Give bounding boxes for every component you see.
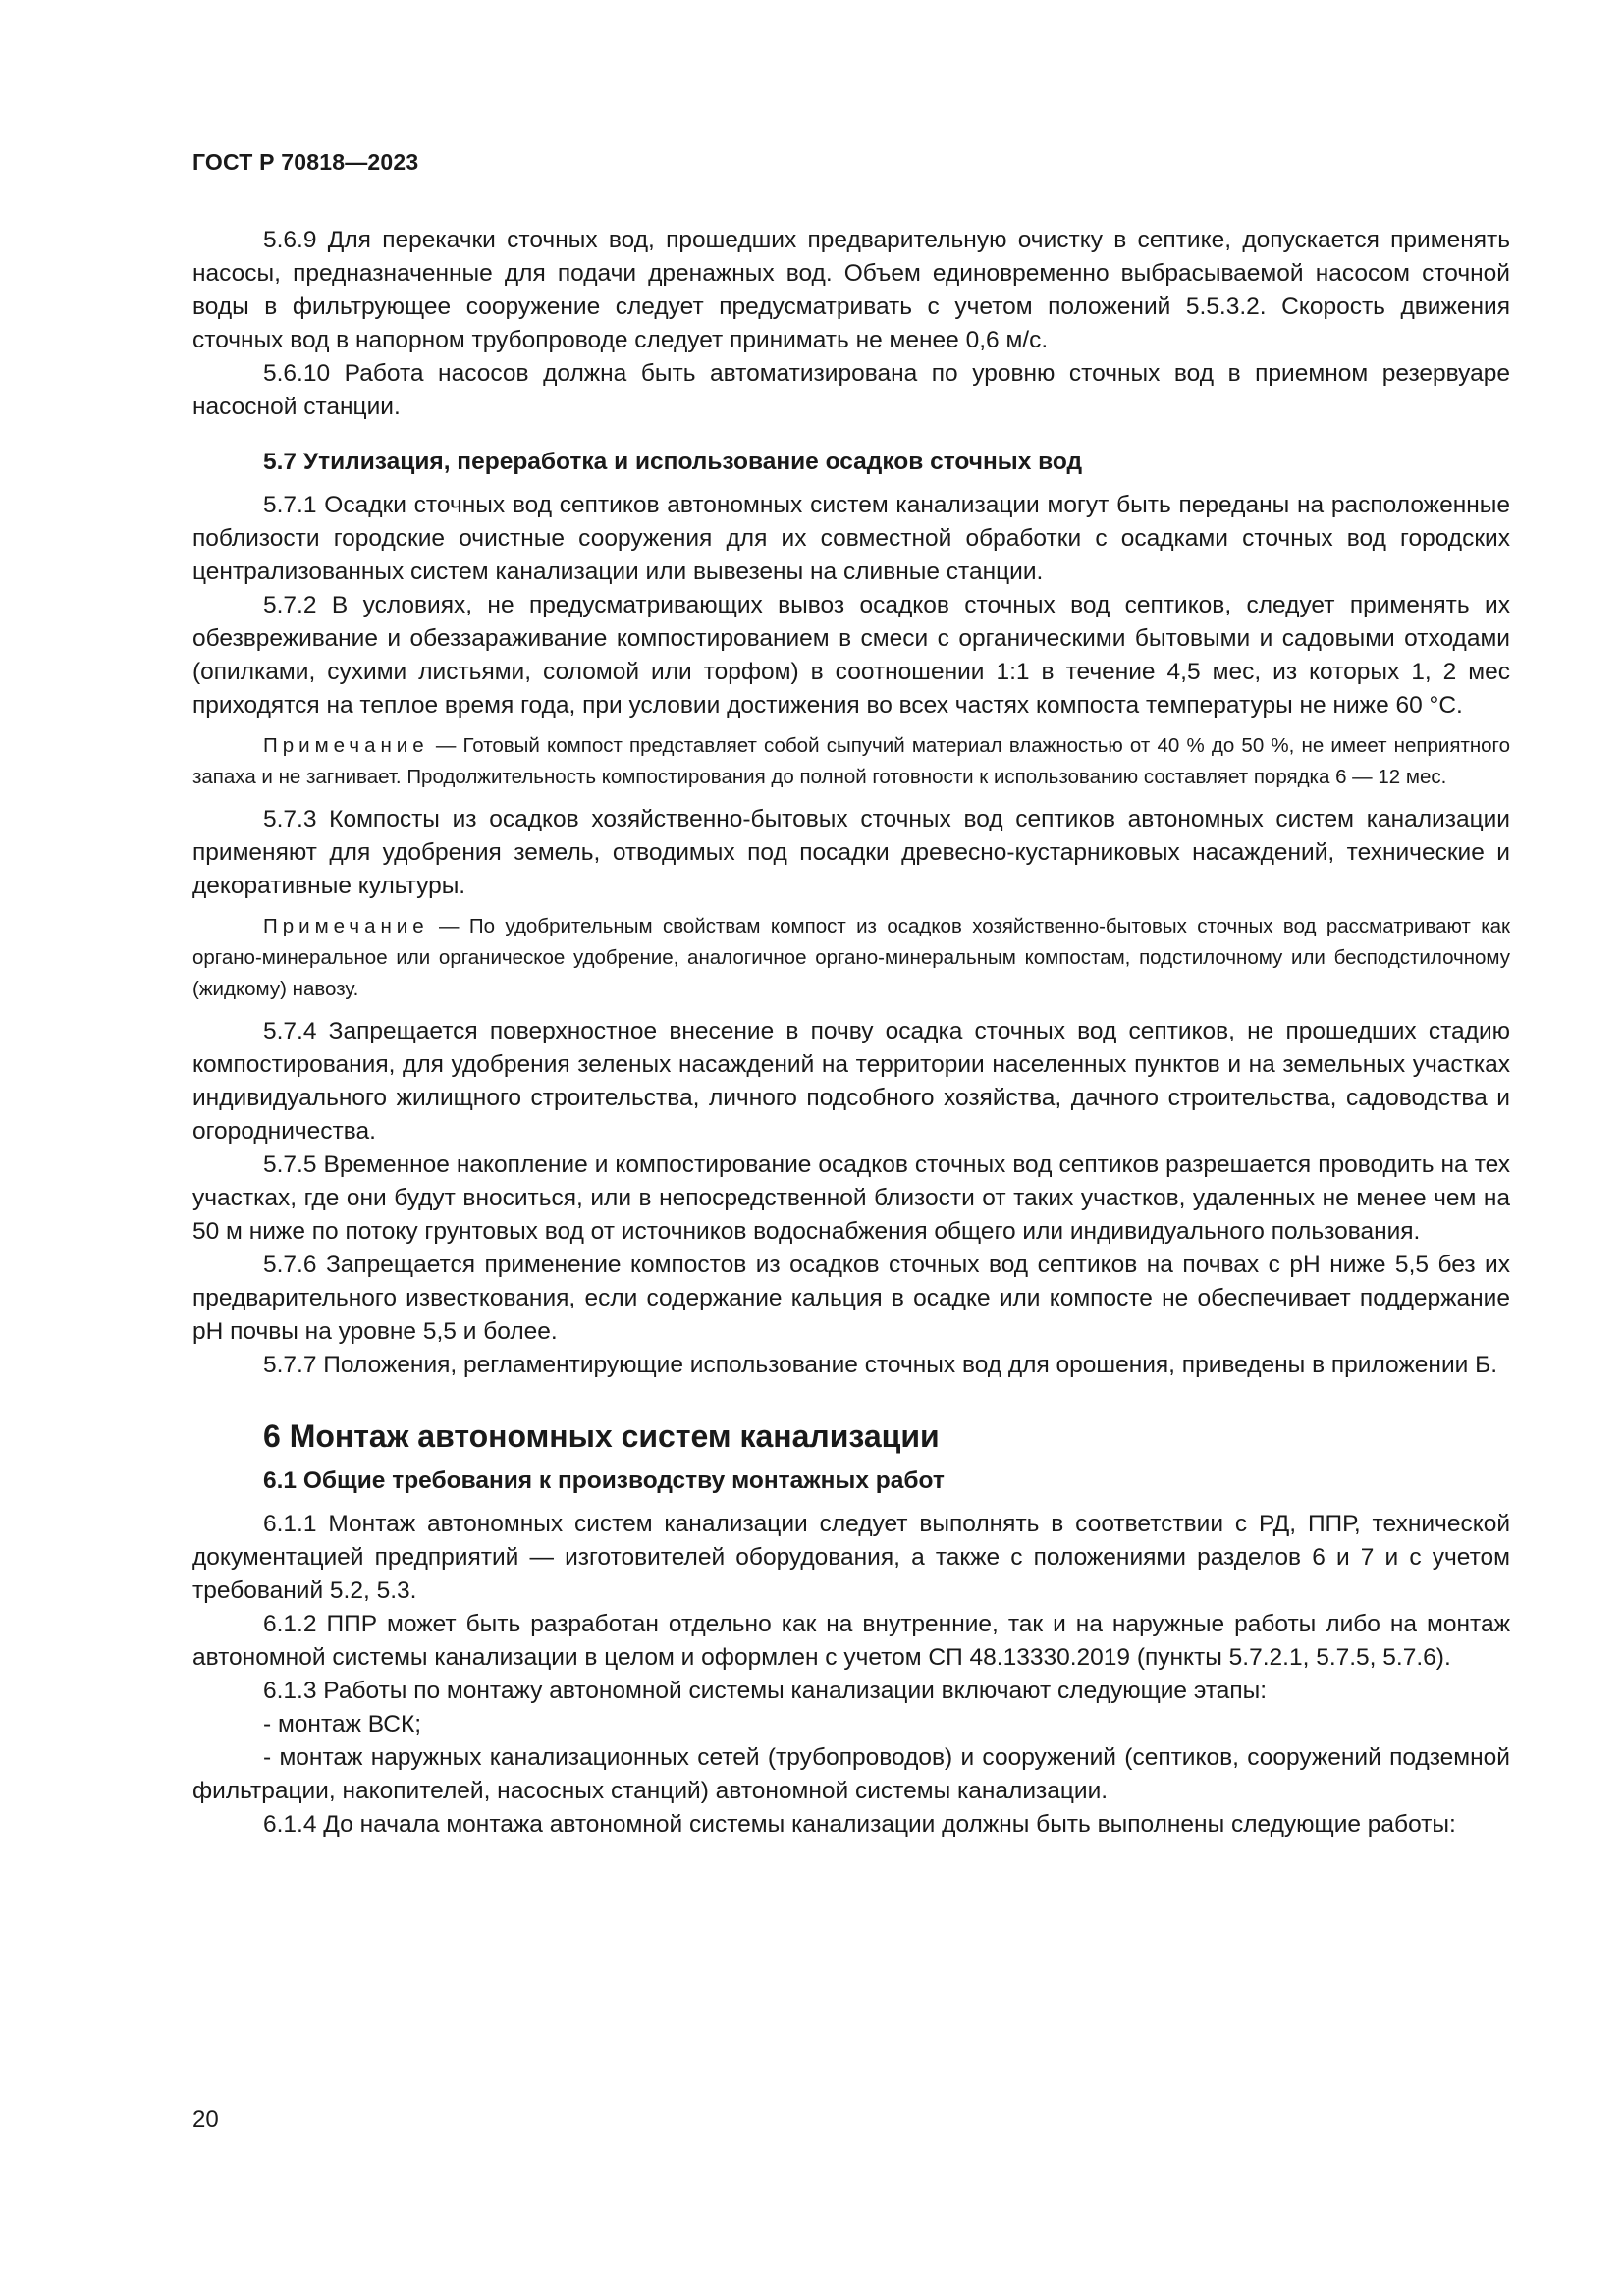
note-text: — Готовый компост представляет собой сыпучий материал влажностью от 40 % до 50 %, не имеет неприятного запаха и не загнивает. Продолжительность компостирования до полной готовности к использованию составляет порядка 6 — 12 мес. [192, 734, 1510, 788]
page-number: 20 [192, 2107, 219, 2133]
note-2 [192, 911, 1510, 1005]
subsection-heading-6-1: 6.1 Общие требования к производству монтажных работ [263, 1468, 945, 1494]
list-item: - монтаж ВСК; [263, 1711, 422, 1737]
paragraph-5-7-1: 5.7.1 Осадки сточных вод септиков автономных систем канализации могут быть переданы на расположенные поблизости городские очистные сооружения для их совместной обработки с осадками сточных вод городских централизованных систем канализации или вывезены на сливные станции. [192, 492, 1510, 585]
section-heading-6: 6 Монтаж автономных систем канализации [263, 1418, 940, 1454]
paragraph-6-1-2: 6.1.2 ППР может быть разработан отдельно как на внутренние, так и на наружные работы либо на монтаж автономной системы канализации в целом и оформлен с учетом СП 48.13330.2019 (пункты 5.7.2.1, 5.7.5, 5.7.6). [192, 1611, 1510, 1671]
paragraph-6-1-1: 6.1.1 Монтаж автономных систем канализации следует выполнять в соответствии с РД, ППР, технической документацией предприятий — изготовителей оборудования, а также с положениями разделов 6 и 7 и с учетом требований 5.2, 5.3. [192, 1511, 1510, 1604]
document-body [192, 224, 1510, 1842]
paragraph-5-7-4: 5.7.4 Запрещается поверхностное внесение в почву осадка сточных вод септиков, не прошедших стадию компостирования, для удобрения зеленых насаждений на территории населенных пунктов и на земельных участках индивидуального жилищного строительства, личного подсобного хозяйства, дачного строительства, садоводства и огородничества. [192, 1018, 1510, 1145]
paragraph-5-7-6: 5.7.6 Запрещается применение компостов из осадков сточных вод септиков на почвах с рН ниже 5,5 без их предварительного известкования, если содержание кальция в осадке или компосте не обеспечивает поддержание рН почвы на уровне 5,5 и более. [192, 1252, 1510, 1345]
document-code: ГОСТ Р 70818—2023 [192, 149, 419, 175]
paragraph-5-7-7: 5.7.7 Положения, регламентирующие использование сточных вод для орошения, приведены в приложении Б. [263, 1352, 1498, 1378]
subsection-heading-5-7: 5.7 Утилизация, переработка и использование осадков сточных вод [263, 449, 1083, 475]
note-text: — По удобрительным свойствам компост из осадков хозяйственно-бытовых сточных вод рассматривают как органо-минеральное или органическое удобрение, аналогичное органо-минеральным компостам, подстилочному или бесподстилочному (жидкому) навозу. [192, 915, 1510, 1000]
paragraph-5-7-2: 5.7.2 В условиях, не предусматривающих вывоз осадков сточных вод септиков, следует применять их обезвреживание и обеззараживание компостированием в смеси с органическими бытовыми и садовыми отходами (опилками, сухими листьями, соломой или торфом) в соотношении 1:1 в течение 4,5 мес, из которых 1, 2 мес приходятся на теплое время года, при условии достижения во всех частях компоста температуры не ниже 60 °С. [192, 592, 1510, 719]
paragraph-6-1-4: 6.1.4 До начала монтажа автономной системы канализации должны быть выполнены следующие работы: [263, 1811, 1456, 1838]
list-item: - монтаж наружных канализационных сетей (трубопроводов) и сооружений (септиков, сооружений подземной фильтрации, накопителей, насосных станций) автономной системы канализации. [192, 1744, 1510, 1804]
note-label: Примечание [263, 915, 429, 937]
paragraph-5-6-9: 5.6.9 Для перекачки сточных вод, прошедших предварительную очистку в септике, допускается применять насосы, предназначенные для подачи дренажных вод. Объем единовременно выбрасываемой насосом сточной воды в фильтрующее сооружение следует предусматривать с учетом положений 5.5.3.2. Скорость движения сточных вод в напорном трубопроводе следует принимать не менее 0,6 м/с. [192, 227, 1510, 353]
paragraph-6-1-3: 6.1.3 Работы по монтажу автономной системы канализации включают следующие этапы: [263, 1678, 1268, 1704]
note-label: Примечание [263, 734, 429, 757]
paragraph-5-7-5: 5.7.5 Временное накопление и компостирование осадков сточных вод септиков разрешается проводить на тех участках, где они будут вноситься, или в непосредственной близости от таких участков, удаленных не менее чем на 50 м ниже по потоку грунтовых вод от источников водоснабжения общего или индивидуального пользования. [192, 1151, 1510, 1245]
paragraph-5-7-3: 5.7.3 Компосты из осадков хозяйственно-бытовых сточных вод септиков автономных систем канализации применяют для удобрения земель, отводимых под посадки древесно-кустарниковых насаждений, технические и декоративные культуры. [192, 806, 1510, 899]
note-1 [192, 730, 1510, 793]
paragraph-5-6-10: 5.6.10 Работа насосов должна быть автоматизирована по уровню сточных вод в приемном резервуаре насосной станции. [192, 360, 1510, 420]
